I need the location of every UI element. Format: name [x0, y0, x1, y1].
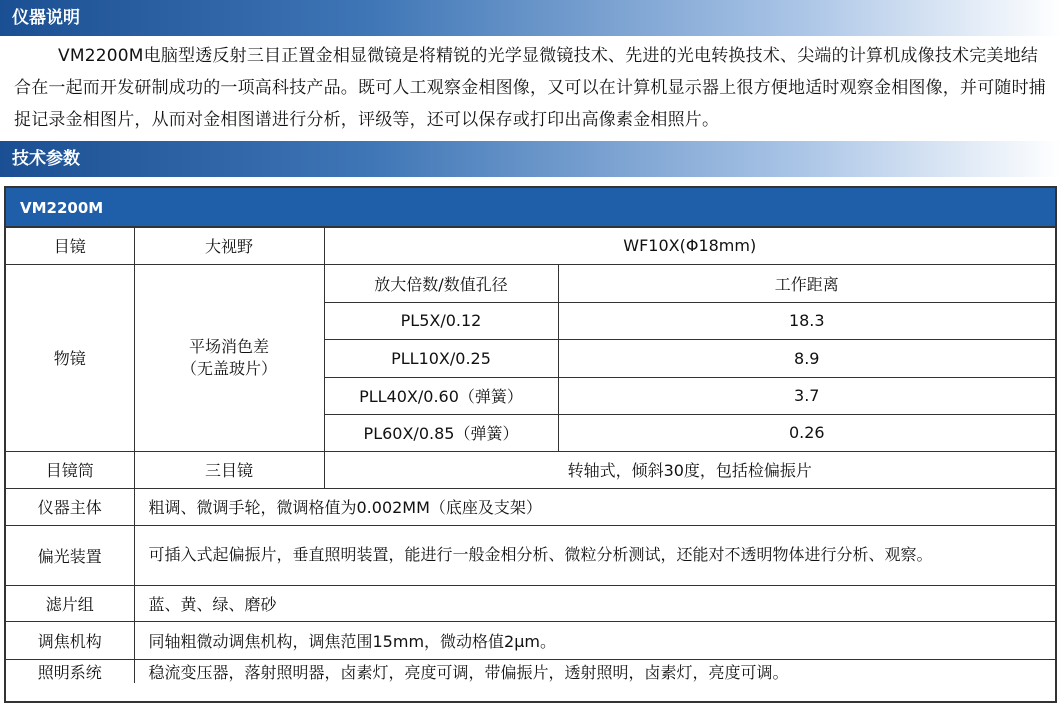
objective-magnification: PL5X/0.12	[324, 302, 558, 339]
body-value: 粗调、微调手轮，微调格值为0.002MM（底座及支架）	[134, 488, 1055, 525]
row-label-lighting: 照明系统	[6, 659, 134, 683]
row-label-tube: 目镜筒	[6, 451, 134, 488]
polarizer-value: 可插入式起偏振片，垂直照明装置，能进行一般金相分析、微粒分析测试，还能对不透明物体进行分析、观察。	[134, 525, 1055, 585]
row-label-body: 仪器主体	[6, 488, 134, 525]
table-row-filters	[6, 585, 1055, 621]
objective-working-distance: 8.9	[558, 339, 1055, 377]
table-row-eyepiece	[6, 228, 1055, 264]
spec-table-container	[4, 186, 1057, 703]
focus-value: 同轴粗微动调焦机构，调焦范围15mm，微动格值2μm。	[134, 621, 1055, 659]
column-header-working-distance: 工作距离	[558, 264, 1055, 302]
table-row-focus	[6, 621, 1055, 659]
specs-section-heading: 技术参数	[0, 141, 1061, 177]
objective-magnification: PLL40X/0.60（弹簧）	[324, 377, 558, 414]
objective-magnification: PLL10X/0.25	[324, 339, 558, 377]
row-label-filters: 滤片组	[6, 585, 134, 621]
model-title-bar: VM2200M	[6, 188, 1055, 228]
tube-type: 三目镜	[134, 451, 324, 488]
objective-working-distance: 18.3	[558, 302, 1055, 339]
eyepiece-value: WF10X(Φ18mm)	[324, 228, 1055, 264]
row-label-eyepiece: 目镜	[6, 228, 134, 264]
objective-magnification: PL60X/0.85（弹簧）	[324, 414, 558, 451]
row-label-objective: 物镜	[6, 264, 134, 451]
column-header-magnification: 放大倍数/数值孔径	[324, 264, 558, 302]
table-row-body	[6, 488, 1055, 525]
filters-value: 蓝、黄、绿、磨砂	[134, 585, 1055, 621]
lighting-value: 稳流变压器，落射照明器，卤素灯，亮度可调，带偏振片，透射照明，卤素灯，亮度可调。	[134, 659, 1055, 683]
intro-section-heading: 仪器说明	[0, 0, 1061, 36]
table-row-lighting	[6, 659, 1055, 683]
objective-type-line1: 平场消色差	[188, 336, 269, 356]
objective-working-distance: 0.26	[558, 414, 1055, 451]
row-label-polarizer: 偏光装置	[6, 525, 134, 585]
objective-type-line2: （无盖玻片）	[180, 358, 277, 378]
tube-value: 转轴式，倾斜30度，包括检偏振片	[324, 451, 1055, 488]
objective-type	[134, 264, 324, 451]
table-row-tube	[6, 451, 1055, 488]
table-row-polarizer	[6, 525, 1055, 585]
objective-working-distance: 3.7	[558, 377, 1055, 414]
eyepiece-type: 大视野	[134, 228, 324, 264]
table-row-objective-header	[6, 264, 1055, 302]
intro-paragraph: VM2200M电脑型透反射三目正置金相显微镜是将精锐的光学显微镜技术、先进的光电转换技术、尖端的计算机成像技术完美地结合在一起而开发研制成功的一项高科技产品。既可人工观察金相图像，又可以在计算机显示器上很方便地适时观察金相图像，并可随时捕捉记录金相图片，从而对金相图谱进行分析，评级等，还可以保存或打印出高像素金相照片。	[14, 46, 1046, 130]
spec-table	[6, 228, 1055, 683]
row-label-focus: 调焦机构	[6, 621, 134, 659]
